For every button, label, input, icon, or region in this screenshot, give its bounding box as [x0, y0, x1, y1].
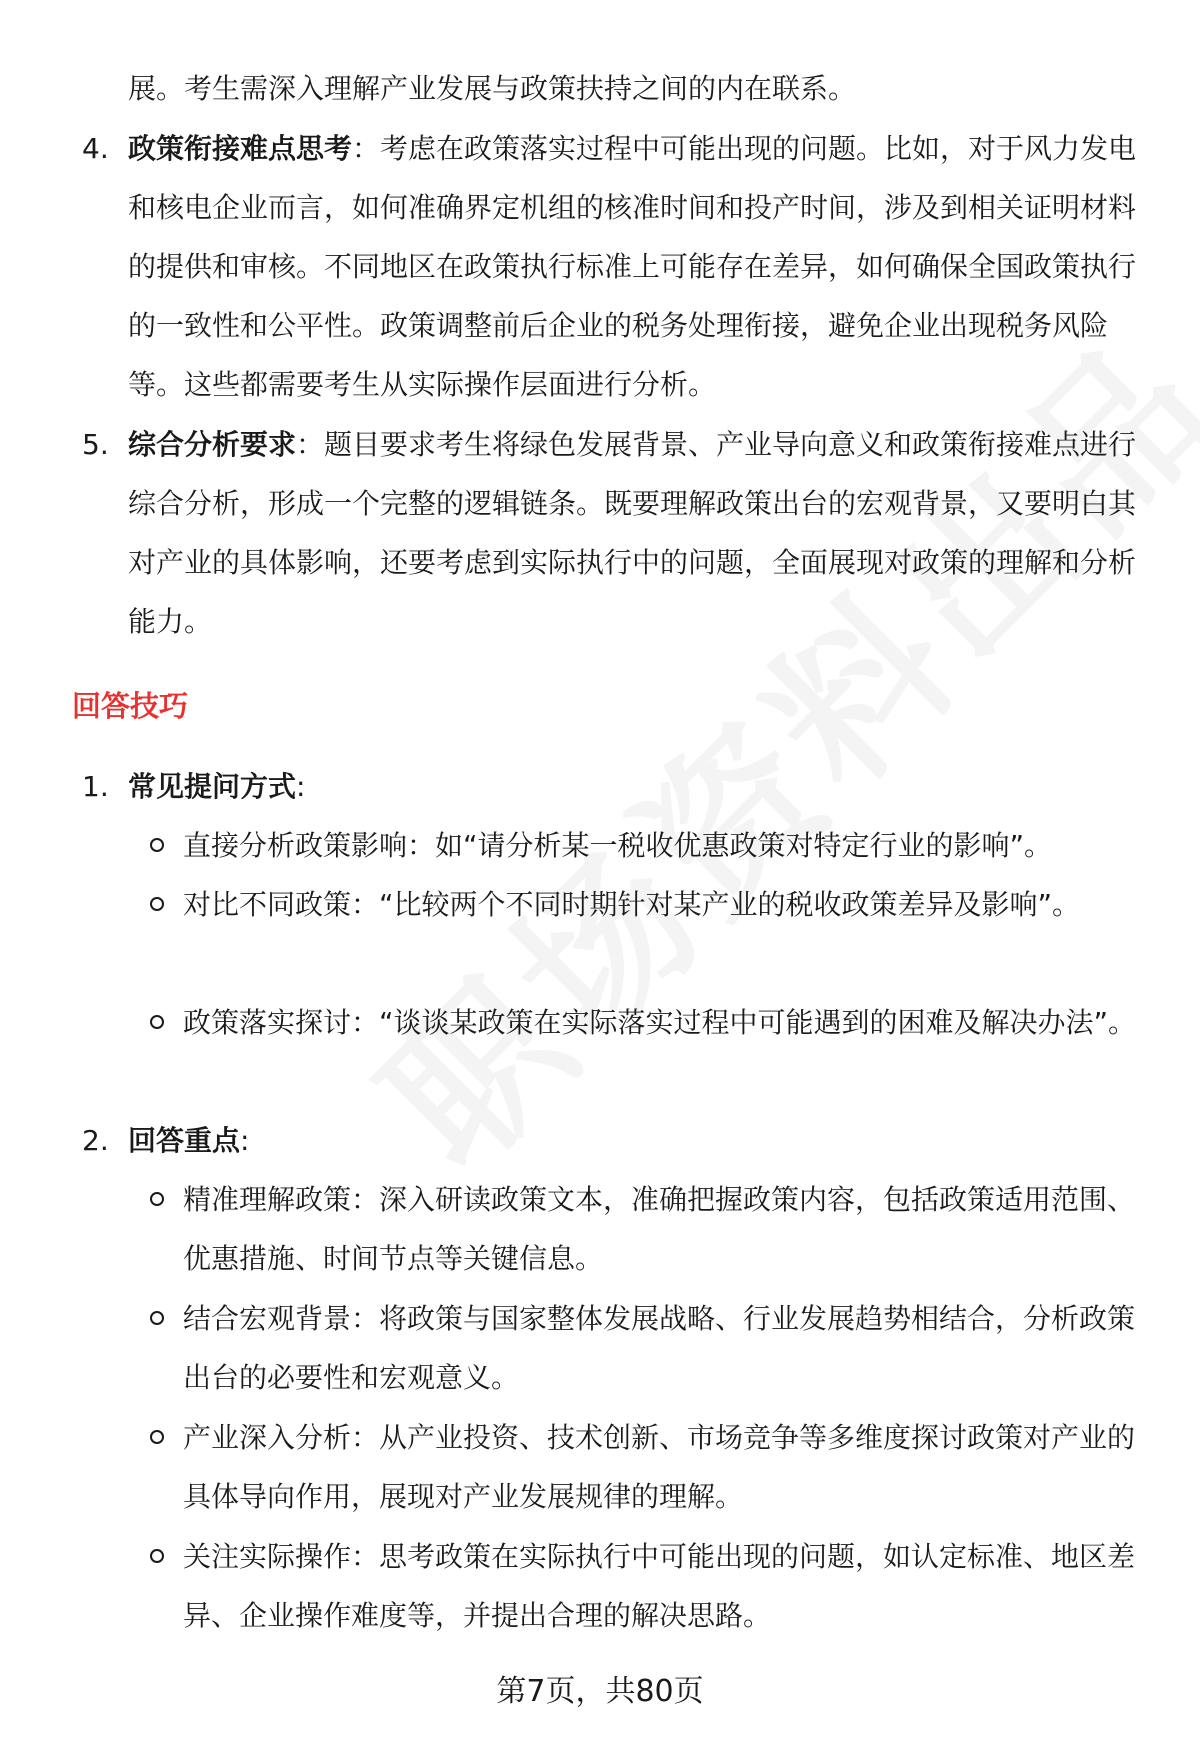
circle-bullet-icon [150, 1192, 164, 1206]
list-number: 1. [82, 770, 109, 803]
circle-bullet-icon [150, 838, 164, 852]
list-item-text [128, 1111, 1148, 1170]
list-number: 5. [82, 428, 109, 461]
list-item-title: 综合分析要求 [128, 428, 297, 461]
section-title: 回答技巧 [72, 689, 189, 723]
sub-item-text: 结合宏观背景：将政策与国家整体发展战略、行业发展趋势相结合，分析政策出台的必要性和宏观意义。 [183, 1302, 1136, 1394]
page-footer: 第7页，共80页 [496, 1674, 704, 1709]
list-item-text [128, 119, 1148, 414]
list-item-title: 常见提问方式 [128, 770, 297, 803]
list-item-text [128, 415, 1148, 651]
sub-item-text: 精准理解政策：深入研读政策文本，准确把握政策内容，包括政策适用范围、优惠措施、时间节点等关键信息。 [183, 1183, 1136, 1275]
list-item-text [128, 757, 1148, 816]
circle-bullet-icon [150, 1430, 164, 1444]
list-item-body: ：题目要求考生将绿色发展背景、产业导向意义和政策衔接难点进行综合分析，形成一个完整的逻辑链条。既要理解政策出台的宏观背景，又要明白其对产业的具体影响，还要考虑到实际执行中的问题，全面展现对政策的理解和分析能力。 [128, 428, 1137, 638]
list-item-body: : [296, 770, 306, 803]
list-item-title: 政策衔接难点思考 [128, 132, 353, 165]
list-item-body: ：考虑在政策落实过程中可能出现的问题。比如，对于风力发电和核电企业而言，如何准确界定机组的核准时间和投产时间，涉及到相关证明材料的提供和审核。不同地区在政策执行标准上可能存在差异，如何确保全国政策执行的一致性和公平性。政策调整前后企业的税务处理衔接，避免企业出现税务风险等。这些都需要考生从实际操作层面进行分析。 [128, 132, 1137, 401]
sub-item-text: 产业深入分析：从产业投资、技术创新、市场竞争等多维度探讨政策对产业的具体导向作用，展现对产业发展规律的理解。 [183, 1421, 1136, 1513]
circle-bullet-icon [150, 897, 164, 911]
sub-item-text: 关注实际操作：思考政策在实际执行中可能出现的问题，如认定标准、地区差异、企业操作难度等，并提出合理的解决思路。 [183, 1540, 1136, 1632]
list-number: 4. [82, 132, 109, 165]
list-number: 2. [82, 1124, 109, 1157]
sub-item-text: 直接分析政策影响：如“请分析某一税收优惠政策对特定行业的影响”。 [183, 829, 1053, 862]
sub-item-text: 政策落实探讨：“谈谈某政策在实际落实过程中可能遇到的困难及解决办法”。 [183, 1006, 1137, 1039]
intro-paragraph: 展。考生需深入理解产业发展与政策扶持之间的内在联系。 [128, 72, 857, 105]
list-item-title: 回答重点 [128, 1124, 241, 1157]
list-item-body: : [240, 1124, 250, 1157]
circle-bullet-icon [150, 1015, 164, 1029]
sub-item-text: 对比不同政策：“比较两个不同时期针对某产业的税收政策差异及影响”。 [183, 888, 1081, 921]
circle-bullet-icon [150, 1311, 164, 1325]
circle-bullet-icon [150, 1549, 164, 1563]
